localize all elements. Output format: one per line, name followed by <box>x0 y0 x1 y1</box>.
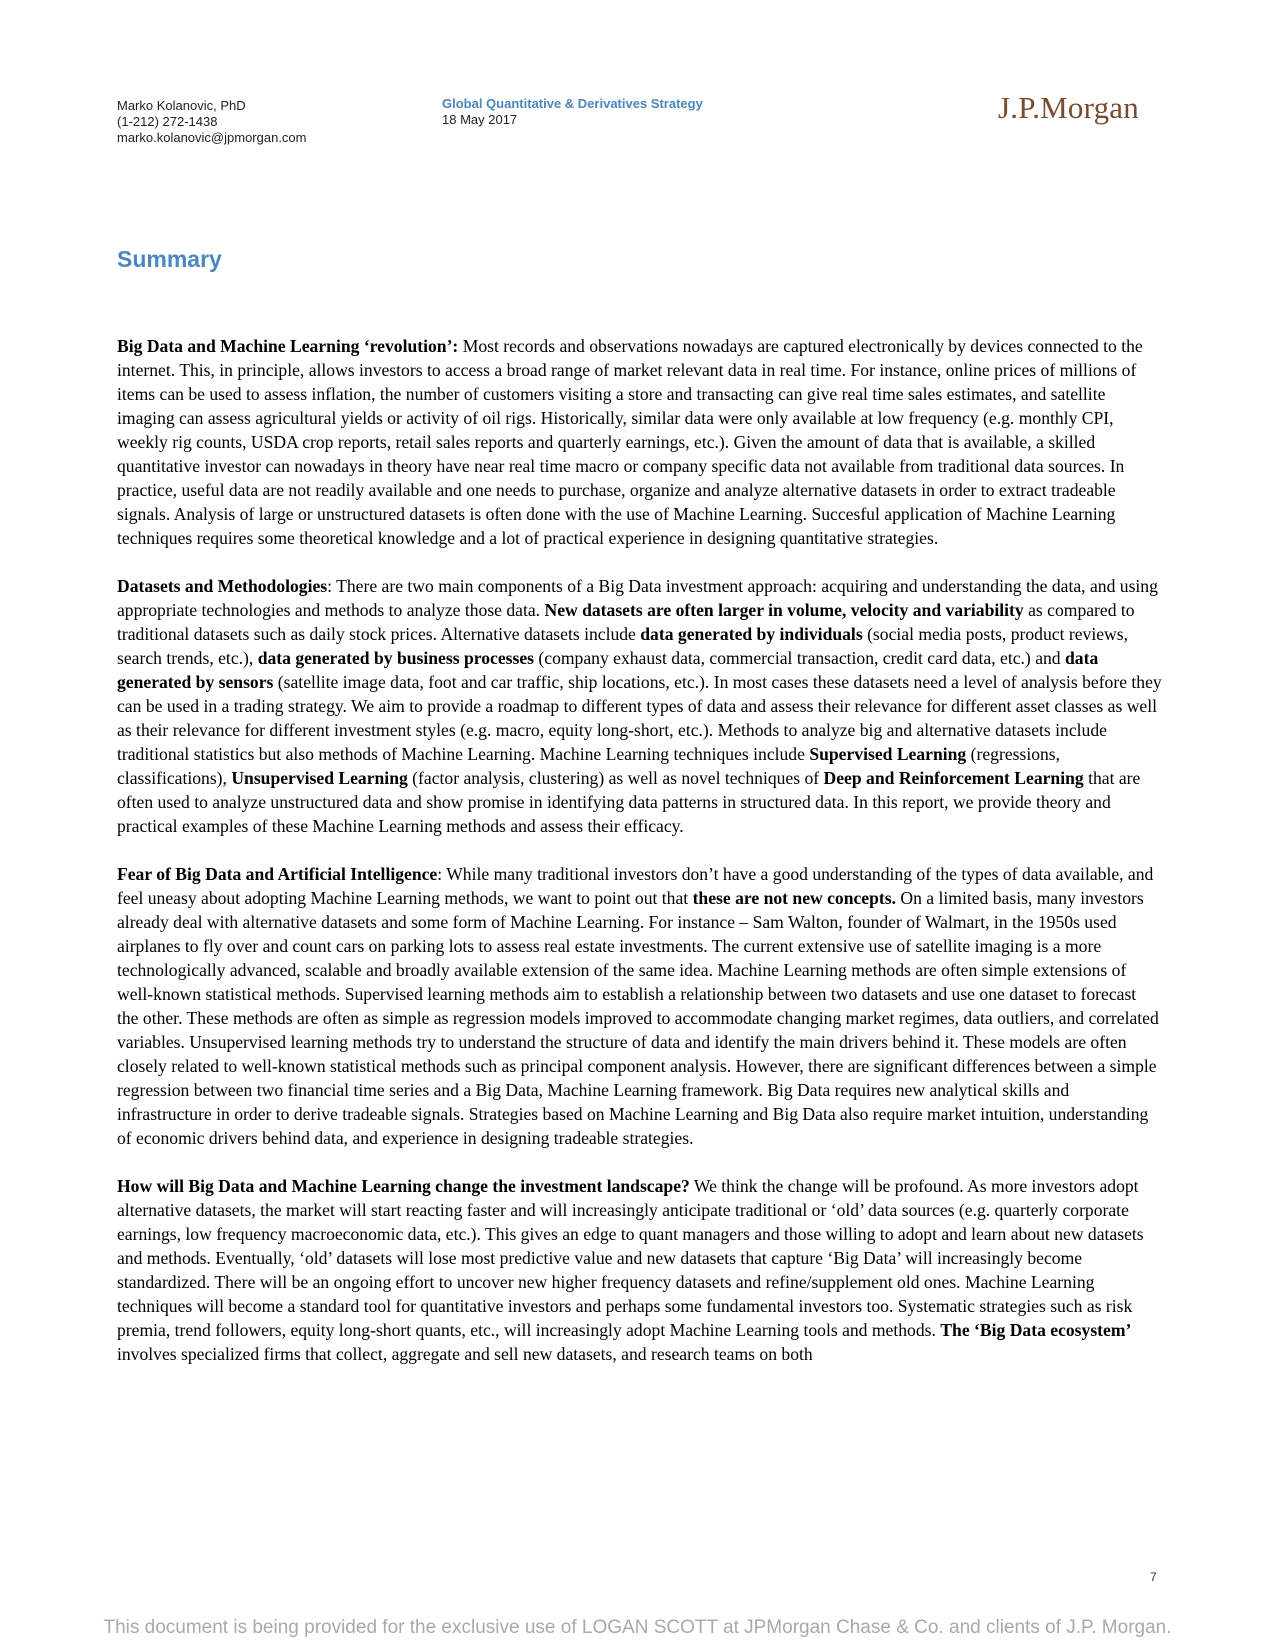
paragraph-run: as compared to traditional datasets such as daily stock prices. Alternative datasets include <box>117 600 1135 644</box>
author-phone: (1-212) 272-1438 <box>117 114 218 129</box>
author-email: marko.kolanovic@jpmorgan.com <box>117 130 307 145</box>
paragraph-run: (satellite image data, foot and car traffic, ship locations, etc.). In most cases these datasets need a level of analysis before they can be used in a trading strategy. We aim to provide a roadmap to different types of data and assess their relevance for different asset classes as well as their relevance for different investment styles (e.g. macro, equity long-short, etc.). Methods to analyze big and alternative datasets include traditional statistics but also methods of Machine Learning. Machine Learning techniques include <box>117 672 1162 764</box>
paragraph-run: : While many traditional investors don’t have a good understanding of the types of data available, and feel uneasy about adopting Machine Learning methods, we want to point out that <box>117 864 1154 908</box>
paragraph-run: Datasets and Methodologies <box>117 576 328 596</box>
paragraph-run: The ‘Big Data ecosystem’ <box>940 1320 1132 1340</box>
paragraph <box>117 334 1162 550</box>
paragraph-run: Deep and Reinforcement Learning <box>823 768 1084 788</box>
paragraph <box>117 1174 1162 1366</box>
paragraph-run: We think the change will be profound. As more investors adopt alternative datasets, the market will start reacting faster and will increasingly anticipate traditional or ‘old’ data sources (e.g. quarterly corporate earnings, low frequency macroeconomic data, etc.). This gives an edge to quant managers and those willing to adopt and learn about new datasets and methods. Eventually, ‘old’ datasets will lose most predictive value and new datasets that capture ‘Big Data’ will increasingly become standardized. There will be an ongoing effort to uncover new higher frequency datasets and refine/supplement old ones. Machine Learning techniques will become a standard tool for quantitative investors and perhaps some fundamental investors too. Systematic strategies such as risk premia, trend followers, equity long-short quants, etc., will increasingly adopt Machine Learning tools and methods. <box>117 1176 1144 1340</box>
paragraph-run: data generated by individuals <box>640 624 863 644</box>
paragraph <box>117 574 1162 838</box>
author-block <box>117 98 307 146</box>
paragraph-run: (company exhaust data, commercial transaction, credit card data, etc.) and <box>534 648 1065 668</box>
paragraph-run: Unsupervised Learning <box>231 768 408 788</box>
page-number: 7 <box>1150 1570 1157 1584</box>
paragraph-run: How will Big Data and Machine Learning change the investment landscape? <box>117 1176 690 1196</box>
paragraph-run: data generated by sensors <box>117 648 1099 692</box>
paragraph-run: that are often used to analyze unstructured data and show promise in identifying data patterns in structured data. In this report, we provide theory and practical examples of these Machine Learning methods and assess their efficacy. <box>117 768 1141 836</box>
author-name: Marko Kolanovic, PhD <box>117 98 246 113</box>
department-name: Global Quantitative & Derivatives Strategy <box>442 96 703 111</box>
jpmorgan-logo: J.P.Morgan <box>998 90 1139 125</box>
body-text <box>117 334 1162 1390</box>
paragraph-run: Most records and observations nowadays are captured electronically by devices connected to the internet. This, in principle, allows investors to access a broad range of market relevant data in real time. For instance, online prices of millions of items can be used to assess inflation, the number of customers visiting a store and transacting can give real time sales estimates, and satellite imaging can assess agricultural yields or activity of oil rigs. Historically, similar data were only available at low frequency (e.g. monthly CPI, weekly rig counts, USDA crop reports, retail sales reports and quarterly earnings, etc.). Given the amount of data that is available, a skilled quantitative investor can nowadays in theory have near real time macro or company specific data not available from traditional data sources. In practice, useful data are not readily available and one needs to purchase, organize and analyze alternative datasets in order to extract tradeable signals. Analysis of large or unstructured datasets is often done with the use of Machine Learning. Succesful application of Machine Learning techniques requires some theoretical knowledge and a lot of practical experience in designing quantitative strategies. <box>117 336 1143 548</box>
paragraph-run: data generated by business processes <box>257 648 534 668</box>
paragraph-run: On a limited basis, many investors already deal with alternative datasets and some form of Machine Learning. For instance – Sam Walton, founder of Walmart, in the 1950s used airplanes to fly over and count cars on parking lots to assess real estate investments. The current extensive use of satellite imaging is a more technologically advanced, scalable and broadly available extension of the same idea. Machine Learning methods are often simple extensions of well-known statistical methods. Supervised learning methods aim to establish a relationship between two datasets and use one dataset to forecast the other. These methods are often as simple as regression models improved to accommodate changing market regimes, data outliers, and correlated variables. Unsupervised learning methods try to understand the structure of data and identify the main drivers behind it. These models are often closely related to well-known statistical methods such as principal component analysis. However, there are significant differences between a simple regression between two financial time series and a Big Data, Machine Learning framework. Big Data requires new analytical skills and infrastructure in order to derive tradeable signals. Strategies based on Machine Learning and Big Data also require market intuition, understanding of economic drivers behind data, and experience in designing tradeable strategies. <box>117 888 1159 1148</box>
section-title: Summary <box>117 246 222 272</box>
paragraph-run: : There are two main components of a Big Data investment approach: acquiring and understanding the data, and using appropriate technologies and methods to analyze those data. <box>117 576 1158 620</box>
usage-notice: This document is being provided for the exclusive use of LOGAN SCOTT at JPMorgan Chase & Co. and clients of J.P. Morgan. <box>103 1617 1172 1638</box>
paragraph-run: Supervised Learning <box>809 744 967 764</box>
paragraph-run: (regressions, classifications), <box>117 744 1061 788</box>
paragraph-run: (social media posts, product reviews, search trends, etc.), <box>117 624 1128 668</box>
report-date: 18 May 2017 <box>442 112 518 127</box>
paragraph-run: (factor analysis, clustering) as well as novel techniques of <box>407 768 824 788</box>
paragraph-run: Big Data and Machine Learning ‘revolution’: <box>117 336 459 356</box>
paragraph-run: these are not new concepts. <box>692 888 896 908</box>
paragraph-run: involves specialized firms that collect, aggregate and sell new datasets, and research teams on both <box>117 1344 813 1364</box>
paragraph-run: New datasets are often larger in volume, velocity and variability <box>544 600 1024 620</box>
paragraph <box>117 862 1162 1150</box>
header-center <box>442 96 703 128</box>
paragraph-run: Fear of Big Data and Artificial Intelligence <box>117 864 438 884</box>
